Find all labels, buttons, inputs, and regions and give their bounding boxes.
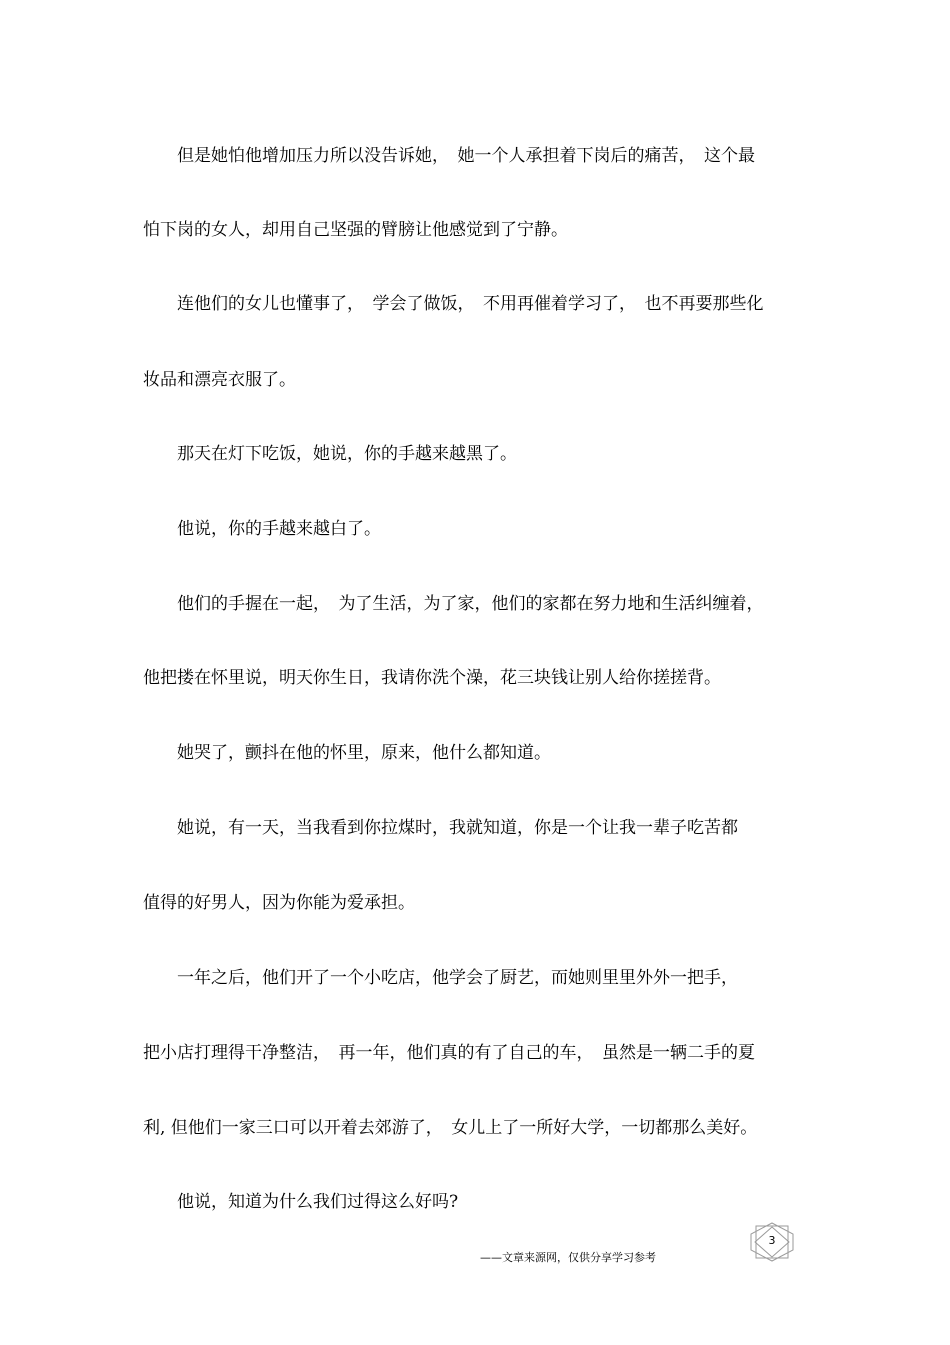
text-line: 她哭了，颤抖在他的怀里，原来，他什么都知道。 (143, 743, 551, 763)
page-number-badge (748, 1222, 796, 1262)
text-line: 怕下岗的女人，却用自己坚强的臂膀让他感觉到了宁静。 (143, 220, 568, 240)
text-line: 他说，知道为什么我们过得这么好吗? (143, 1192, 459, 1212)
page-number: 3 (768, 1234, 776, 1247)
source-note: ——文章来源网，仅供分享学习参考 (480, 1251, 656, 1264)
text-line: 他们的手握在一起， 为了生活，为了家，他们的家都在努力地和生活纠缠着， (143, 594, 764, 614)
text-line: 连他们的女儿也懂事了， 学会了做饭， 不用再催着学习了， 也不再要那些化 (143, 294, 764, 314)
text-line: 那天在灯下吃饭，她说，你的手越来越黑了。 (143, 444, 517, 464)
text-line: 但是她怕他增加压力所以没告诉她， 她一个人承担着下岗后的痛苦， 这个最 (143, 146, 755, 166)
text-line: 把小店打理得干净整洁， 再一年，他们真的有了自己的车， 虽然是一辆二手的夏 (143, 1043, 755, 1063)
text-line: 利, 但他们一家三口可以开着去郊游了， 女儿上了一所好大学，一切都那么美好。 (143, 1118, 758, 1138)
text-line: 一年之后，他们开了一个小吃店，他学会了厨艺，而她则里里外外一把手， (143, 968, 738, 988)
text-line: 他说，你的手越来越白了。 (143, 519, 381, 539)
text-line: 妆品和漂亮衣服了。 (143, 370, 296, 390)
text-line: 值得的好男人，因为你能为爱承担。 (143, 893, 415, 913)
text-line: 他把搂在怀里说，明天你生日，我请你洗个澡，花三块钱让别人给你搓搓背。 (143, 668, 721, 688)
text-line: 她说，有一天，当我看到你拉煤时，我就知道，你是一个让我一辈子吃苦都 (143, 818, 738, 838)
